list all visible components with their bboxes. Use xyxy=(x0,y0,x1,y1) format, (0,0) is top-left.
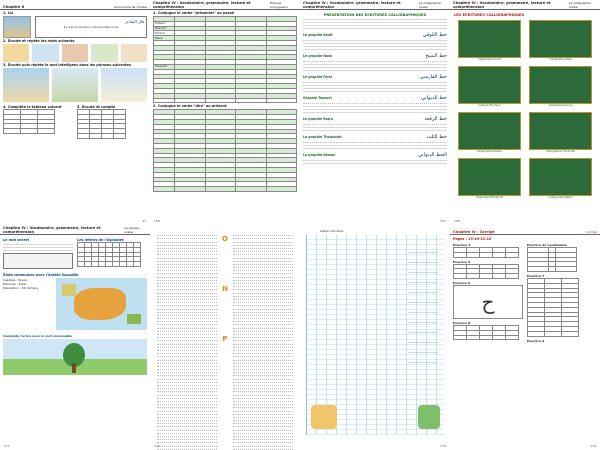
picture-item xyxy=(32,44,58,62)
calligraphy-panel: Calligraphie Thoulouth xyxy=(529,112,592,154)
page-header xyxy=(0,0,150,10)
page-number: 158 xyxy=(454,219,460,223)
exercise-heading: 2. Conjugue le verbe "dire" au présent xyxy=(153,104,227,109)
letter-marker: O xyxy=(222,235,228,243)
page-header xyxy=(0,225,150,235)
exercise-heading: 5. Écoute et compte xyxy=(77,105,116,109)
chapter-title: Chapitre IV : Vocabulaire, grammaire, lecture et compréhension xyxy=(303,1,401,9)
page-47: Chapitre II Grammaire de l'Arabe 1. Lis قال الشاعر Il y a en ce monde un discours dans la vie 2. Écoute et répète les mots suivants 3. Écoute puis répète le mot intelligent dans les phrases suivantes 4. Complète le tableau suivant 5. Écoute et compte 47 xyxy=(0,0,150,225)
chapter-subtitle: Mots et conjugaison xyxy=(269,1,288,9)
calligraphy-style: Graphie Tawanli خط الديواني xyxy=(303,93,447,104)
answer-table xyxy=(453,247,519,258)
calligraphy-style: Le graphie Farsi خط الفارسي xyxy=(303,72,447,83)
calligraphy-artwork xyxy=(458,112,521,150)
calligraphy-panel: Calligraphie Diwani xyxy=(458,112,521,154)
page-title: Cahier d'écriture xyxy=(320,229,344,233)
illustration-image xyxy=(3,16,31,38)
answer-table xyxy=(527,278,579,337)
page-header xyxy=(150,0,300,10)
calligraphy-artwork xyxy=(529,112,592,150)
exercise-heading: Exercice 8 xyxy=(453,320,471,325)
exercise-heading: Complète l'arbre avec le mot convenable xyxy=(3,334,73,338)
section-title: LES ÉCRITURES CALLIGRAPHIQUES xyxy=(454,13,525,17)
answer-table xyxy=(453,325,519,340)
calligraphy-panel: Calligraphie Naskh xyxy=(529,158,592,200)
exercise-heading: 3. Écoute puis répète le mot intelligent dans les phrases suivantes xyxy=(3,63,131,67)
exercise-heading: 2. Écoute et répète les mots suivants xyxy=(3,39,75,43)
picture-item xyxy=(3,44,29,62)
page-158-grammar xyxy=(150,0,300,225)
chapter-title: Chapitre IV : Corrigé xyxy=(453,230,495,234)
exercise-heading: Les lettres de l'alphabet xyxy=(77,238,124,242)
answer-table xyxy=(453,264,519,279)
page-number: 157 xyxy=(440,219,446,223)
map-country xyxy=(74,288,126,320)
picture-item xyxy=(91,44,117,62)
calligraphy-panel: Calligraphie Koufi xyxy=(458,20,521,62)
scene-image xyxy=(101,68,147,102)
exercise-heading: Exercice de vocabulaire xyxy=(527,243,568,247)
calligraphy-panel: Calligraphie Farsi xyxy=(458,66,521,108)
calligraphy-panel: Calligraphie Maghribi xyxy=(458,158,521,200)
answer-box xyxy=(3,253,73,269)
exercise-heading: 1. Conjugue le verbe "présenter" au passé xyxy=(153,11,235,15)
people-image xyxy=(52,68,98,102)
picture-item xyxy=(62,44,88,62)
chapter-title: Chapitre IV : Vocabulaire, grammaire, lecture et compréhension xyxy=(153,1,251,9)
landscape-image xyxy=(3,339,147,375)
page-number: 176 xyxy=(590,444,596,448)
exercise-heading: 4. Complète le tableau suivant xyxy=(3,105,62,109)
children-illustration xyxy=(311,405,337,429)
calligraphy-artwork xyxy=(529,20,592,58)
conjugation-table: Présent Masculin Féminin Passé Impératif xyxy=(153,16,297,103)
calligraphy-artwork xyxy=(529,158,592,196)
chapter-subtitle: La calligraphie arabe xyxy=(418,1,441,9)
page-number: 175 xyxy=(440,444,446,448)
calligraphy-artwork xyxy=(458,66,521,104)
chapter-title: Chapitre II xyxy=(3,5,25,9)
quote-text: Il y a en ce monde un discours dans la vie xyxy=(63,26,119,29)
map-image xyxy=(56,278,147,330)
page-number: 172 xyxy=(154,444,160,448)
page-176-corrige xyxy=(450,225,600,450)
letter-marker: N xyxy=(222,285,228,293)
children-illustration xyxy=(418,405,440,429)
chapter-title: Chapitre IV : Vocabulaire, grammaire, lecture et compréhension xyxy=(453,1,551,9)
page-175-handwriting xyxy=(300,225,450,450)
calligraphy-style: La graphie Thoulouth خط الثلث xyxy=(303,132,447,143)
calligraphy-style: Le graphie Koufi خط الكوفي xyxy=(303,30,447,41)
page-172-wordlist xyxy=(150,225,300,450)
calligraphy-artwork xyxy=(458,20,521,58)
page-171: Chapitre IV : Vocabulaire, grammaire, lecture et compréhension Le peuple arabe Le mot secret Les lettres de l'alphabet États communes avec l'Arabie Saoudite Capitale : Riyad Monnaie : Riyal Population : 34 millions Complète l'arbre avec le mot convenable 171 xyxy=(0,225,150,450)
letter-traces xyxy=(408,243,438,363)
chapter-title: Chapitre IV : Vocabulaire, grammaire, lecture et compréhension xyxy=(3,226,101,234)
letter-marker: P xyxy=(222,335,228,343)
page-number: 47 xyxy=(142,219,146,223)
calligraphy-artwork xyxy=(458,158,521,196)
calligraphy-panel: Calligraphie Nask xyxy=(529,20,592,62)
chapter-subtitle: Grammaire de l'Arabe xyxy=(113,5,147,9)
letter-grid xyxy=(77,242,141,267)
exercise-table xyxy=(3,109,55,134)
beach-image xyxy=(3,68,49,102)
letter-drawing: ح xyxy=(453,285,523,319)
page-calligraphy-intro xyxy=(300,0,450,225)
page-header xyxy=(450,225,600,235)
calligraphy-style: Le graphie Nask خط النسخ xyxy=(303,51,447,62)
section-title: PRÉSENTATION DES ÉCRITURES CALLIGRAPHIQUES xyxy=(323,13,427,17)
page-number: 171 xyxy=(4,444,10,448)
calligraphy-artwork xyxy=(529,66,592,104)
exercise-heading: États communes avec l'Arabie Saoudite xyxy=(3,273,79,277)
calligraphy-style: Le graphie Roq'a خط الرقعة xyxy=(303,114,447,125)
page-header xyxy=(450,0,600,10)
writing-grid xyxy=(306,235,444,435)
page-number: 158 xyxy=(154,219,160,223)
chapter-subtitle: Corrigé xyxy=(586,230,597,234)
page-calligraphy-gallery xyxy=(450,0,600,225)
chapter-subtitle: La calligraphie arabe xyxy=(568,1,591,9)
vocab-table xyxy=(527,247,577,272)
chapter-subtitle: Le peuple arabe xyxy=(124,226,139,234)
exercise-heading: Le mot secret xyxy=(3,238,30,242)
picture-item xyxy=(121,44,147,62)
exercise-heading: Exercice 9 xyxy=(527,338,545,343)
conjugation-table xyxy=(153,109,297,192)
counting-table xyxy=(77,109,126,139)
calligraphy-panel: Calligraphie Roq'a xyxy=(529,66,592,108)
exercise-heading: Exercice 7 xyxy=(527,273,545,278)
exercise-heading: Exercice 5 xyxy=(453,259,471,264)
page-header xyxy=(300,0,450,10)
exercise-heading: Exercice 6 xyxy=(453,280,471,285)
pages-reference: Pages : 19-20-21-22 xyxy=(453,237,492,241)
exercise-heading: 1. Lis xyxy=(3,11,14,15)
exercise-heading: Exercice 4 xyxy=(453,243,471,247)
calligraphy-style: La graphie Diwani الخط الديواني xyxy=(303,150,447,161)
